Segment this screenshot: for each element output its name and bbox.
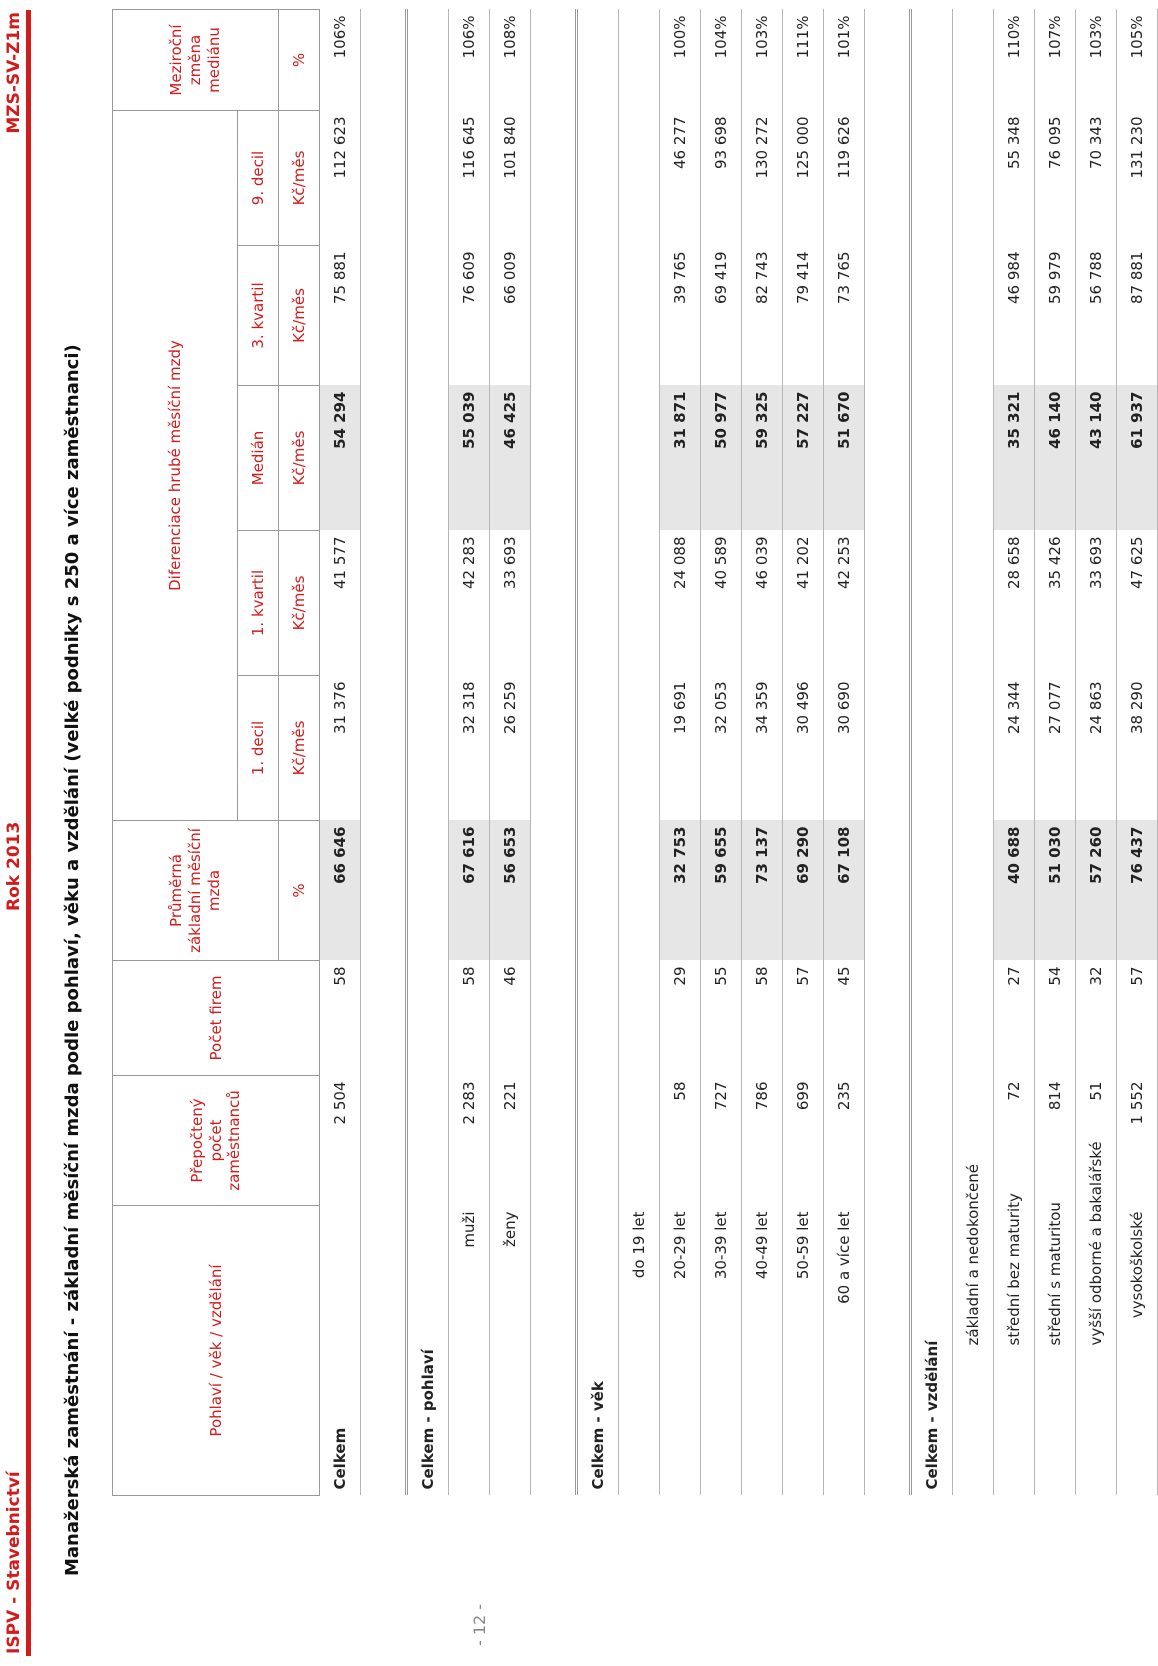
- cell-median: 57 227: [783, 386, 824, 531]
- spacer-row: [531, 10, 577, 1496]
- header-center: Rok 2013: [4, 821, 24, 911]
- col-median: Medián: [238, 386, 279, 531]
- cell-q3: 56 788: [1076, 246, 1117, 386]
- cell-q1: 46 039: [742, 531, 783, 676]
- cell-employees: 786: [742, 1076, 783, 1206]
- col-employees: Přepočtený počet zaměstnanců: [113, 1076, 320, 1206]
- cell-d9: 101 840: [490, 111, 531, 246]
- col-d1-unit: Kč/měs: [279, 676, 320, 821]
- header-right: MZS-SV-Z1m: [4, 12, 24, 134]
- col-q3: 3. kvartil: [238, 246, 279, 386]
- cell-employees: 235: [824, 1076, 865, 1206]
- col-q3-unit: Kč/měs: [279, 246, 320, 386]
- cell-d1: 24 863: [1076, 676, 1117, 821]
- cell-q3: 59 979: [1035, 246, 1076, 386]
- cell-firms: 55: [701, 961, 742, 1076]
- cell-d9: 70 343: [1076, 111, 1117, 246]
- cell-d9: 55 348: [994, 111, 1035, 246]
- row-label: muži: [449, 1206, 490, 1496]
- cell-firms: 29: [660, 961, 701, 1076]
- cell-yoy: 101%: [824, 10, 865, 111]
- cell-avg: 67 616: [449, 821, 490, 961]
- col-d9-unit: Kč/měs: [279, 111, 320, 246]
- cell-firms: 58: [742, 961, 783, 1076]
- cell-avg: 69 290: [783, 821, 824, 961]
- col-d9: 9. decil: [238, 111, 279, 246]
- cell-employees: 51: [1076, 1076, 1117, 1206]
- table-row: [783, 10, 824, 1496]
- cell-q3: 73 765: [824, 246, 865, 386]
- cell-d9: 76 095: [1035, 111, 1076, 246]
- col-d1: 1. decil: [238, 676, 279, 821]
- cell-avg: 59 655: [701, 821, 742, 961]
- col-avg-unit: %: [279, 821, 320, 961]
- cell-d1: 30 496: [783, 676, 824, 821]
- cell-d1: 32 318: [449, 676, 490, 821]
- cell-d9: 130 272: [742, 111, 783, 246]
- table-row: [449, 10, 490, 1496]
- cell-d1: 27 077: [1035, 676, 1076, 821]
- cell-employees: 699: [783, 1076, 824, 1206]
- cell-yoy: 108%: [490, 10, 531, 111]
- cell-q1: 33 693: [1076, 531, 1117, 676]
- cell-avg: 67 108: [824, 821, 865, 961]
- cell-employees: 1 552: [1117, 1076, 1158, 1206]
- table-row: [1035, 10, 1076, 1496]
- col-median-unit: Kč/měs: [279, 386, 320, 531]
- group-header-row: [911, 10, 953, 1496]
- cell-firms: 27: [994, 961, 1035, 1076]
- cell-firms: 46: [490, 961, 531, 1076]
- cell-firms: 58: [449, 961, 490, 1076]
- cell-q3: 39 765: [660, 246, 701, 386]
- cell-median: 51 670: [824, 386, 865, 531]
- cell-employees: 814: [1035, 1076, 1076, 1206]
- cell-yoy: 103%: [742, 10, 783, 111]
- cell-q1: 42 253: [824, 531, 865, 676]
- row-label: do 19 let: [619, 1206, 660, 1496]
- table-row: [660, 10, 701, 1496]
- cell-d9: 93 698: [701, 111, 742, 246]
- table-row: [953, 10, 994, 1496]
- cell-median: 46 425: [490, 386, 531, 531]
- cell-avg: 76 437: [1117, 821, 1158, 961]
- cell-q1: 28 658: [994, 531, 1035, 676]
- cell-d1: 31 376: [320, 676, 361, 821]
- cell-employees: 2 504: [320, 1076, 361, 1206]
- cell-median: 54 294: [320, 386, 361, 531]
- cell-avg: 56 653: [490, 821, 531, 961]
- cell-firms: 57: [783, 961, 824, 1076]
- row-label: základní a nedokončené: [953, 1206, 994, 1496]
- cell-q1: 41 577: [320, 531, 361, 676]
- col-q1: 1. kvartil: [238, 531, 279, 676]
- cell-median: 59 325: [742, 386, 783, 531]
- cell-q3: 76 609: [449, 246, 490, 386]
- cell-d1: 32 053: [701, 676, 742, 821]
- cell-median: 50 977: [701, 386, 742, 531]
- cell-q3: 66 009: [490, 246, 531, 386]
- col-avg-wage: Průměrná základní měsíční mzda: [113, 821, 279, 961]
- cell-q1: 42 283: [449, 531, 490, 676]
- cell-yoy: 110%: [994, 10, 1035, 111]
- row-label: Celkem: [320, 1206, 361, 1496]
- cell-median: 35 321: [994, 386, 1035, 531]
- cell-firms: 45: [824, 961, 865, 1076]
- cell-yoy: 100%: [660, 10, 701, 111]
- cell-q3: 82 743: [742, 246, 783, 386]
- group-header-row: [577, 10, 619, 1496]
- cell-yoy: 103%: [1076, 10, 1117, 111]
- cell-employees: 58: [660, 1076, 701, 1206]
- cell-q3: 87 881: [1117, 246, 1158, 386]
- row-label: střední bez maturity: [994, 1206, 1035, 1496]
- cell-q1: 47 625: [1117, 531, 1158, 676]
- cell-d1: 24 344: [994, 676, 1035, 821]
- table-row: [490, 10, 531, 1496]
- cell-q1: 33 693: [490, 531, 531, 676]
- cell-avg: 73 137: [742, 821, 783, 961]
- cell-yoy: 111%: [783, 10, 824, 111]
- table-row: [742, 10, 783, 1496]
- cell-d9: 131 230: [1117, 111, 1158, 246]
- cell-d9: 119 626: [824, 111, 865, 246]
- cell-median: 31 871: [660, 386, 701, 531]
- cell-yoy: 105%: [1117, 10, 1158, 111]
- page-number: - 12 -: [470, 1603, 489, 1646]
- spacer-row: [361, 10, 407, 1496]
- row-label: vysokoškolské: [1117, 1206, 1158, 1496]
- row-label: ženy: [490, 1206, 531, 1496]
- header-left: ISPV - Stavebnictví: [4, 1471, 24, 1654]
- cell-employees: 727: [701, 1076, 742, 1206]
- cell-avg: 40 688: [994, 821, 1035, 961]
- table-row: [824, 10, 865, 1496]
- cell-firms: 54: [1035, 961, 1076, 1076]
- cell-d9: 46 277: [660, 111, 701, 246]
- cell-employees: 72: [994, 1076, 1035, 1206]
- cell-d9: 125 000: [783, 111, 824, 246]
- row-label: střední s maturitou: [1035, 1206, 1076, 1496]
- col-yoy-unit: %: [279, 10, 320, 111]
- cell-employees: 2 283: [449, 1076, 490, 1206]
- cell-firms: 58: [320, 961, 361, 1076]
- cell-yoy: 104%: [701, 10, 742, 111]
- table-row: [701, 10, 742, 1496]
- cell-d1: 38 290: [1117, 676, 1158, 821]
- group-title: Celkem - vzdělání: [923, 1340, 941, 1490]
- cell-d1: 30 690: [824, 676, 865, 821]
- cell-employees: 221: [490, 1076, 531, 1206]
- cell-q3: 69 419: [701, 246, 742, 386]
- cell-median: 55 039: [449, 386, 490, 531]
- col-group-label: Pohlaví / věk / vzdělání: [113, 1206, 320, 1496]
- cell-yoy: 106%: [449, 10, 490, 111]
- cell-q1: 41 202: [783, 531, 824, 676]
- spacer-row: [865, 10, 911, 1496]
- cell-d1: 19 691: [660, 676, 701, 821]
- cell-avg: 57 260: [1076, 821, 1117, 961]
- cell-q1: 24 088: [660, 531, 701, 676]
- table-row: [1076, 10, 1117, 1496]
- cell-q3: 79 414: [783, 246, 824, 386]
- cell-median: 61 937: [1117, 386, 1158, 531]
- cell-q1: 35 426: [1035, 531, 1076, 676]
- cell-median: 46 140: [1035, 386, 1076, 531]
- col-q1-unit: Kč/měs: [279, 531, 320, 676]
- cell-d1: 26 259: [490, 676, 531, 821]
- cell-d9: 112 623: [320, 111, 361, 246]
- row-label: 20-29 let: [660, 1206, 701, 1496]
- group-title: Celkem - pohlaví: [419, 1349, 437, 1490]
- row-label: 40-49 let: [742, 1206, 783, 1496]
- row-label: 50-59 let: [783, 1206, 824, 1496]
- cell-yoy: 107%: [1035, 10, 1076, 111]
- col-yoy: Meziroční změna mediánu: [113, 10, 279, 111]
- group-header-row: [407, 10, 449, 1496]
- cell-median: 43 140: [1076, 386, 1117, 531]
- cell-d9: 116 645: [449, 111, 490, 246]
- col-firms: Počet firem: [113, 961, 320, 1076]
- wage-table: [112, 9, 1158, 1496]
- cell-q1: 40 589: [701, 531, 742, 676]
- cell-avg: 32 753: [660, 821, 701, 961]
- col-differentiation: Diferenciace hrubé měsíční mzdy: [113, 111, 238, 821]
- cell-q3: 75 881: [320, 246, 361, 386]
- row-label: vyšší odborné a bakalářské: [1076, 1206, 1117, 1496]
- cell-firms: 32: [1076, 961, 1117, 1076]
- table-row: [320, 10, 361, 1496]
- row-label: 30-39 let: [701, 1206, 742, 1496]
- table-row: [994, 10, 1035, 1496]
- cell-avg: 66 646: [320, 821, 361, 961]
- cell-d1: 34 359: [742, 676, 783, 821]
- cell-firms: 57: [1117, 961, 1158, 1076]
- group-title: Celkem - věk: [589, 1381, 607, 1490]
- cell-yoy: 106%: [320, 10, 361, 111]
- table-row: [619, 10, 660, 1496]
- cell-avg: 51 030: [1035, 821, 1076, 961]
- row-label: 60 a více let: [824, 1206, 865, 1496]
- page-title: Manažerská zaměstnání - základní měsíční mzda podle pohlaví, věku a vzdělání (velké podniky s 250 a více zaměstnanci): [62, 344, 83, 1576]
- header-rule: [26, 10, 31, 1656]
- table-row: [1117, 10, 1158, 1496]
- cell-q3: 46 984: [994, 246, 1035, 386]
